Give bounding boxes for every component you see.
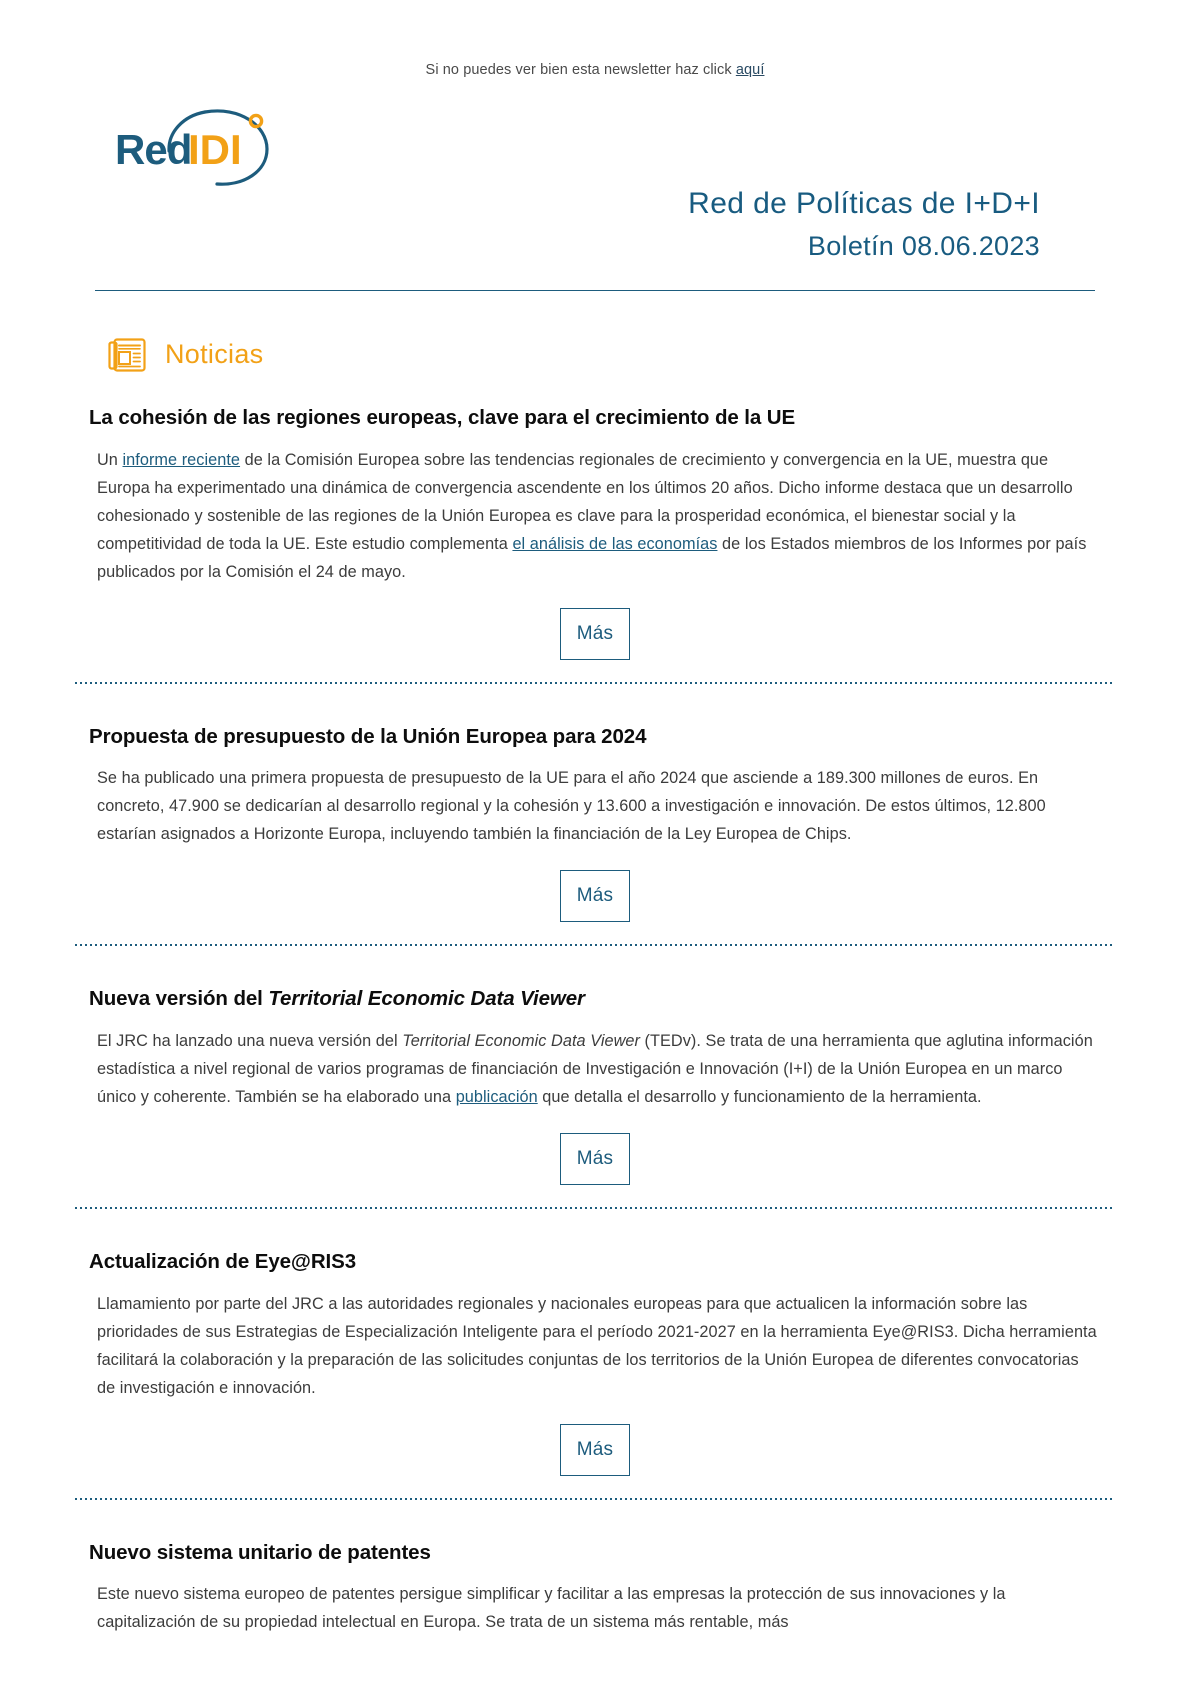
article-body: El JRC ha lanzado una nueva versión del Territorial Economic Data Viewer (TEDv). Se trata de una herramienta que aglutina información estadística a nivel regional de varios programas de financiación de Investigación e Innovación (I+I) de la Unión Europea en un marco único y coherente. También se ha elaborado una publicación que detalla el desarrollo y funcionamiento de la herramienta.: [97, 1031, 1093, 1107]
emphasis-text: Territorial Economic Data Viewer: [402, 1031, 640, 1050]
article-title: La cohesión de las regiones europeas, clave para el crecimiento de la UE: [89, 405, 796, 429]
more-button[interactable]: Más: [560, 608, 631, 660]
article-title: Actualización de Eye@RIS3: [89, 1250, 356, 1274]
article-body: Un informe reciente de la Comisión Europea sobre las tendencias regionales de crecimiento y convergencia en la UE, muestra que Europa ha experimentado una dinámica de convergencia ascendente en los últimos 20 años. Dicho informe destaca que un desarrollo cohesionado y sostenible de las regiones de la Unión Europea es clave para la prosperidad económica, el bienestar social y la competitividad de toda la UE. Este estudio complementa el análisis de las economías de los Estados miembros de los Informes por país publicados por la Comisión el 24 de mayo.: [97, 450, 1087, 581]
more-button[interactable]: Más: [560, 1424, 631, 1476]
section-title: Noticias: [165, 339, 264, 370]
article-body: Este nuevo sistema europeo de patentes persigue simplificar y facilitar a las empresas la protección de sus innovaciones y la capitalización de su propiedad intelectual en Europa. Se trata de un sistema más rentable, más: [97, 1585, 1006, 1632]
preheader-text: Si no puedes ver bien esta newsletter haz click: [425, 62, 736, 78]
article-cta-row: [75, 1424, 1115, 1476]
article-cta-row: [75, 1133, 1115, 1185]
article-divider: [75, 1207, 1115, 1209]
section-header-noticias: [105, 333, 1190, 377]
inline-link[interactable]: publicación: [455, 1088, 538, 1107]
article-item: [75, 704, 1115, 947]
article-divider: [75, 682, 1115, 684]
newspaper-icon: [105, 333, 149, 377]
header-divider: [95, 290, 1095, 291]
article-cta-row: [75, 870, 1115, 922]
bulletin-date: Boletín 08.06.2023: [807, 230, 1040, 261]
more-button[interactable]: Más: [560, 1133, 631, 1185]
redidi-logo[interactable]: [105, 94, 305, 194]
article-item: [75, 1229, 1115, 1500]
articles-list: [75, 405, 1115, 1636]
article-item: [75, 966, 1115, 1209]
preheader-bar: [0, 0, 1190, 78]
newsletter-header: [0, 94, 1190, 264]
article-body: Se ha publicado una primera propuesta de presupuesto de la UE para el año 2024 que asciende a 189.300 millones de euros. En concreto, 47.900 se dedicarían al desarrollo regional y la cohesión y 13.600 a investigación e innovación. De estos últimos, 12.800 estarían asignados a Horizonte Europa, incluyendo también la financiación de la Ley Europea de Chips.: [97, 769, 1046, 844]
article-title: Propuesta de presupuesto de la Unión Europea para 2024: [89, 724, 647, 748]
emphasis-text: Territorial Economic Data Viewer: [268, 987, 585, 1011]
article-cta-row: [75, 608, 1115, 660]
article-divider: [75, 944, 1115, 946]
view-in-browser-link[interactable]: aquí: [735, 62, 765, 78]
svg-text:IDI: IDI: [188, 126, 242, 173]
article-item: [75, 405, 1115, 684]
page-title: Red de Políticas de I+D+I: [688, 187, 1040, 220]
article-divider: [75, 1498, 1115, 1500]
article-title: Nueva versión del Territorial Economic Data Viewer: [89, 987, 585, 1011]
svg-text:Red: Red: [115, 126, 192, 173]
article-title: Nuevo sistema unitario de patentes: [89, 1540, 431, 1564]
more-button[interactable]: Más: [560, 870, 631, 922]
article-item: [75, 1520, 1115, 1637]
inline-link[interactable]: informe reciente: [122, 450, 241, 469]
inline-link[interactable]: el análisis de las economías: [512, 534, 718, 553]
article-body: Llamamiento por parte del JRC a las autoridades regionales y nacionales europeas para que actualicen la información sobre las prioridades de sus Estrategias de Especialización Inteligente para el período 2021-2027 en la herramienta Eye@RIS3. Dicha herramienta facilitará la colaboración y la preparación de las solicitudes conjuntas de los territorios de la Unión Europea de diferentes convocatorias de investigación e innovación.: [97, 1294, 1097, 1397]
header-title-block: [95, 184, 1095, 264]
